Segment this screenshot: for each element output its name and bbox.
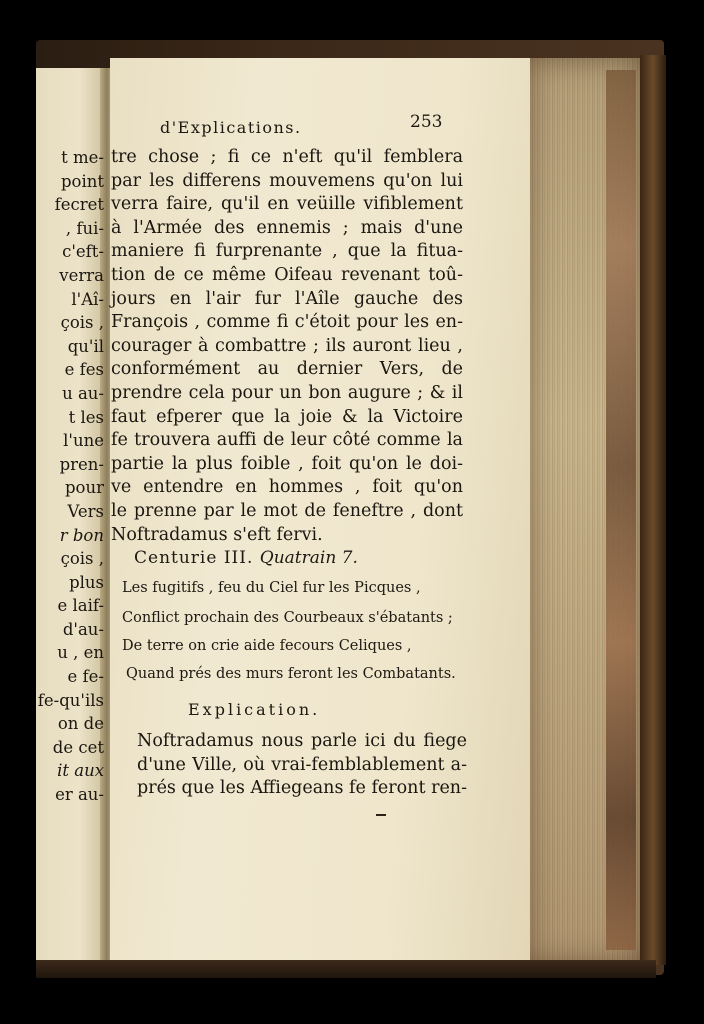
left-fragment: fe-qu'ils [37, 690, 104, 710]
explication-heading: Explication. [188, 700, 321, 719]
left-page-text [36, 146, 106, 807]
text-line: jours en l'air fur l'Aîle gauche des [111, 288, 463, 309]
text-line: François , comme fi c'étoit pour les en- [111, 312, 463, 333]
quatrain-label: Quatrain 7. [259, 548, 358, 568]
centurie-heading [134, 548, 358, 568]
text-line: Noftradamus s'eft fervi. [111, 524, 323, 545]
text-line: par les differens mouvemens qu'on lui [111, 170, 463, 191]
text-line: conformément au dernier Vers, de [111, 359, 463, 380]
left-fragment: c'eft- [62, 242, 104, 262]
left-fragment: l'une [63, 431, 104, 451]
left-fragment: plus [69, 572, 104, 592]
left-fragment: point [60, 171, 104, 191]
text-line: ve entendre en hommes , foit qu'on [111, 477, 463, 498]
verse-line: De terre on crie aide fecours Celiques , [122, 638, 412, 654]
left-fragment: on de [57, 714, 104, 734]
text-line: à l'Armée des ennemis ; mais d'une [111, 217, 463, 238]
text-line: partie la plus foible , foit qu'on le doi- [111, 453, 463, 474]
left-fragment: e fes [64, 360, 104, 380]
text-line: fe trouvera auffi de leur côté comme la [111, 430, 463, 451]
left-fragment: e laif- [57, 596, 104, 616]
left-fragment: u , en [57, 643, 104, 663]
text-line: prendre cela pour un bon augure ; & il [111, 382, 463, 403]
left-fragment: d'au- [62, 619, 104, 639]
verse-line: Quand prés des murs feront les Combatants. [126, 666, 456, 682]
verse-line: Conflict prochain des Courbeaux s'ébatants ; [122, 610, 453, 626]
left-fragment: pren- [59, 454, 104, 474]
centurie-label: Centurie III. [134, 548, 254, 568]
text-line: prés que les Affiegeans fe feront ren- [137, 778, 467, 799]
left-fragment: u au- [62, 383, 104, 403]
book-bottom-edge [36, 960, 656, 978]
page-number: 253 [410, 112, 443, 132]
text-line: Noftradamus nous parle ici du fiege [137, 731, 467, 751]
text-line: maniere fi furprenante , que la fitua- [111, 241, 463, 262]
left-fragment: Vers [67, 501, 104, 521]
left-fragment: çois , [60, 549, 104, 569]
text-line: tre chose ; fi ce n'eft qu'il femblera [111, 147, 463, 167]
left-fragment: r bon [59, 525, 104, 545]
left-fragment: fecret [54, 195, 104, 215]
left-fragment: verra [59, 265, 104, 285]
text-line: verra faire, qu'il en veüille vifiblement [111, 194, 463, 215]
explication-paragraph [137, 730, 467, 801]
left-fragment: pour [64, 478, 104, 498]
text-line: d'une Ville, où vrai-femblablement a- [137, 754, 467, 775]
marbled-edge [606, 70, 636, 950]
left-fragment: l'Aî- [71, 289, 104, 309]
left-fragment: it aux [57, 761, 104, 781]
left-fragment: de cet [52, 737, 104, 757]
running-head: d'Explications. [160, 118, 302, 137]
text-line: faut efperer que la joie & la Victoire [111, 406, 463, 427]
left-fragment: e fe- [67, 667, 104, 687]
left-fragment: t les [68, 407, 104, 427]
left-fragment: qu'il [67, 336, 104, 356]
left-fragment: çois , [60, 313, 104, 333]
left-fragment: , fui- [65, 218, 104, 238]
left-fragment: er au- [55, 785, 104, 805]
catchword-mark [376, 814, 386, 816]
verse-line: Les fugitifs , feu du Ciel fur les Picques , [122, 580, 421, 596]
text-line: tion de ce même Oifeau revenant toû- [111, 264, 463, 285]
main-paragraph [111, 146, 463, 547]
text-line: le prenne par le mot de feneftre , dont [111, 500, 463, 521]
left-fragment: t me- [61, 148, 104, 167]
book-binding-edge [640, 55, 666, 965]
text-line: courager à combattre ; ils auront lieu , [111, 335, 463, 356]
